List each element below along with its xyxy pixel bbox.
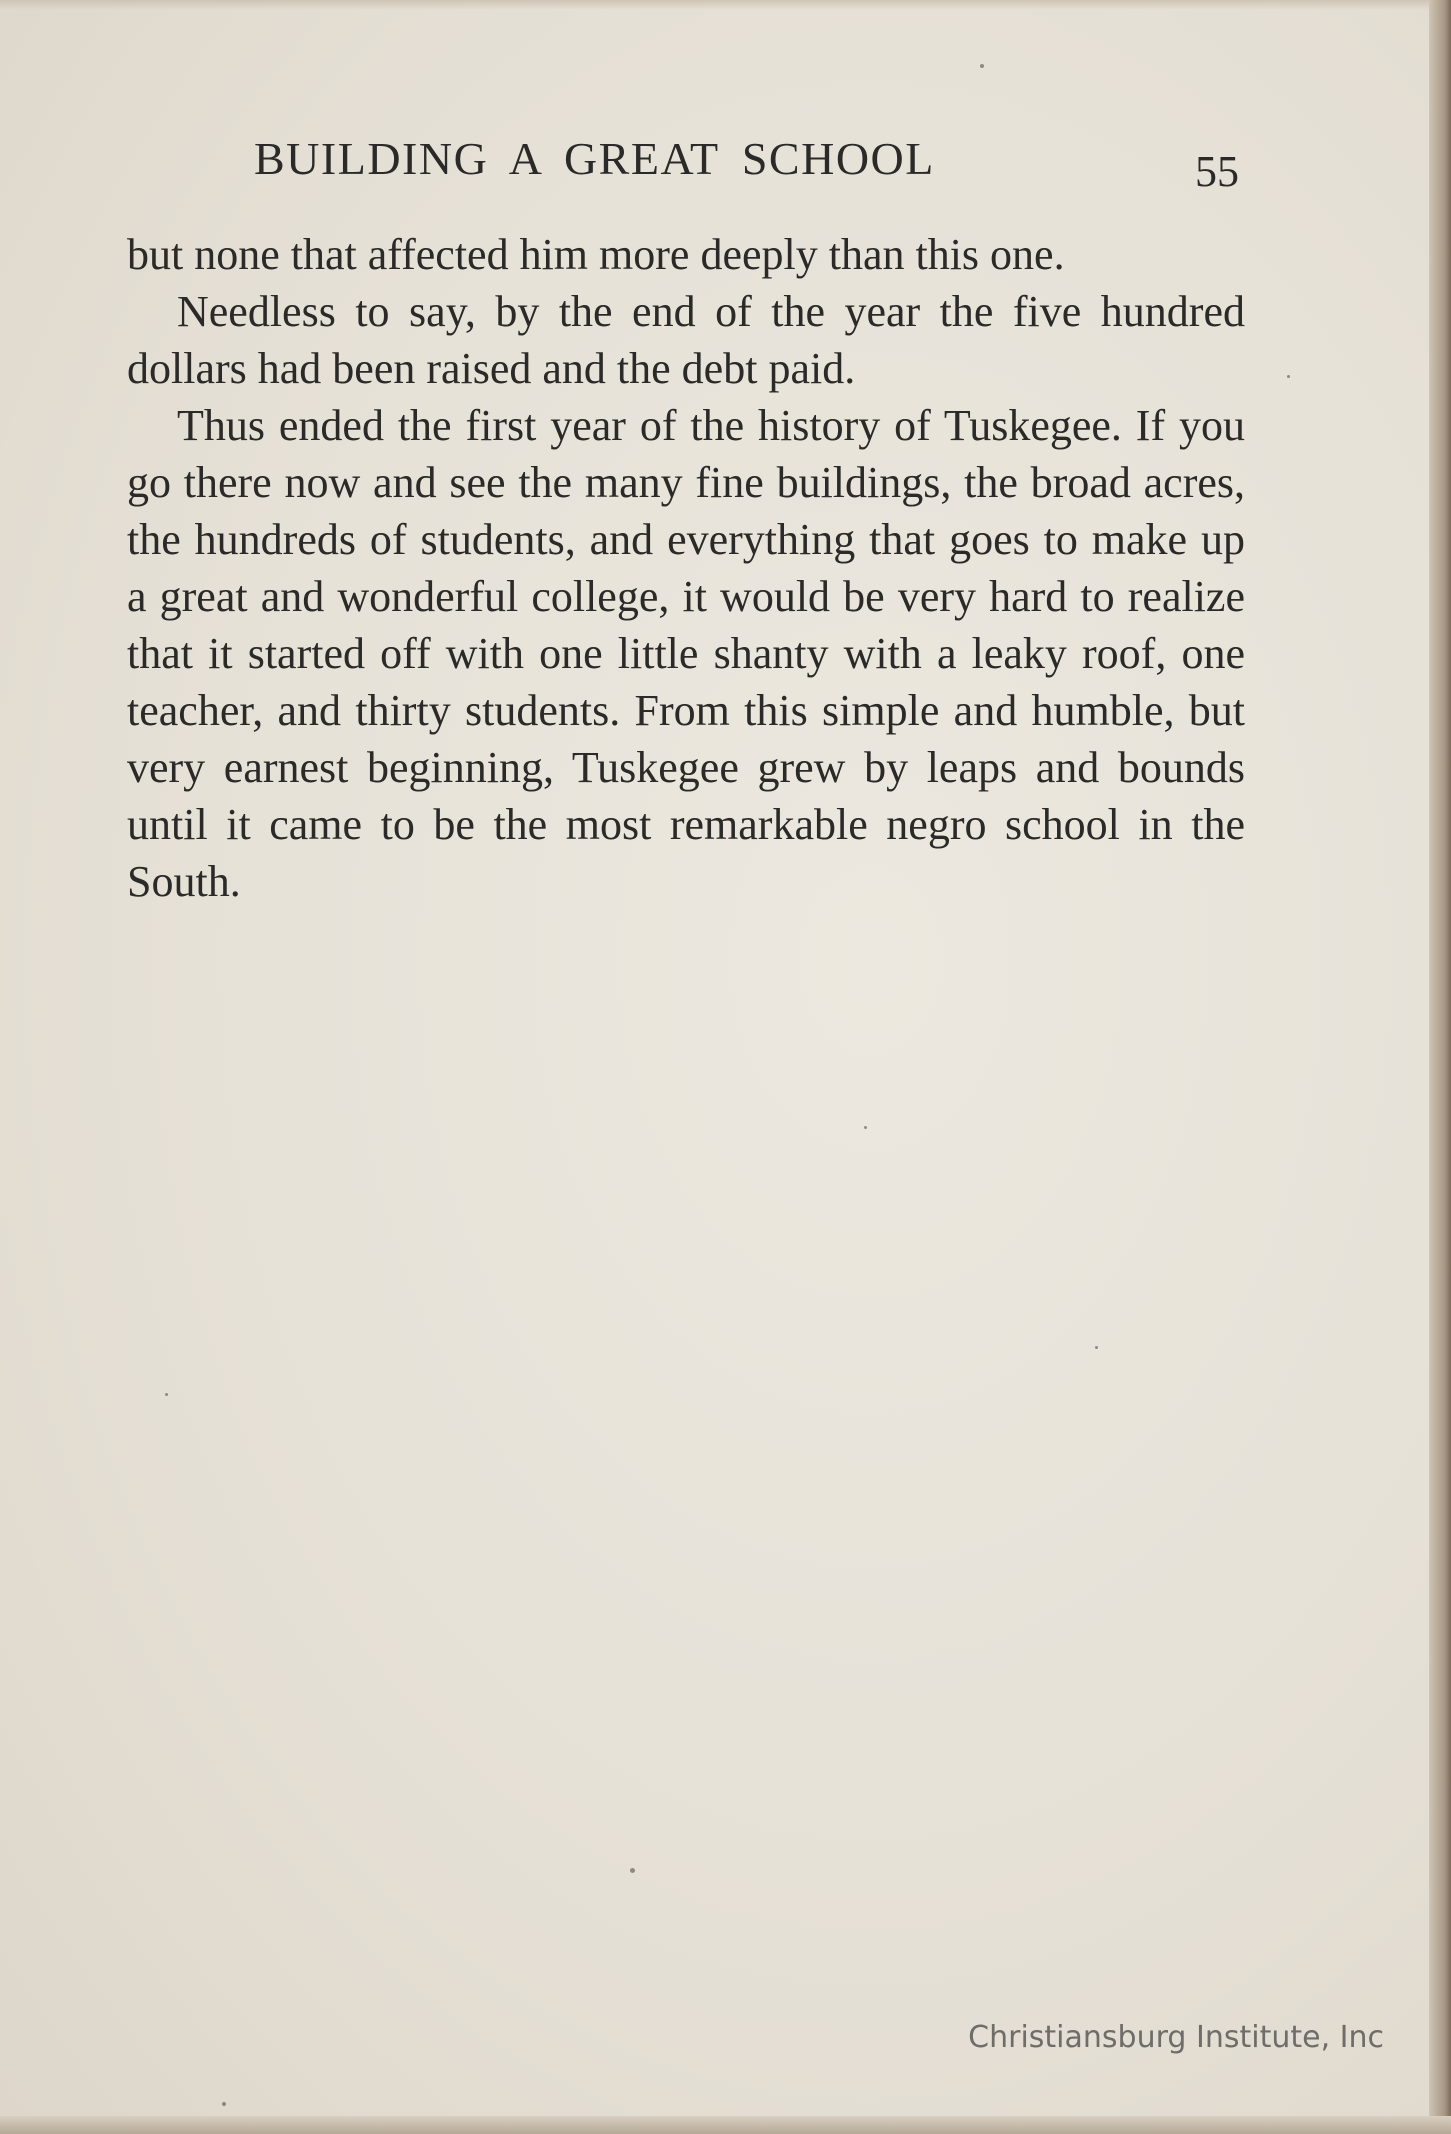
paragraph-continuation: but none that affected him more deeply than this one.	[127, 230, 1065, 279]
page-bottom-edge	[0, 2116, 1451, 2134]
running-head	[127, 132, 1239, 196]
page-top-edge	[0, 0, 1451, 10]
page-right-edge	[1429, 0, 1451, 2134]
paper-speck	[864, 1126, 867, 1129]
body-text	[127, 226, 1245, 910]
page-number: 55	[1195, 147, 1239, 196]
paper-speck	[1287, 375, 1290, 378]
paragraph: Thus ended the first year of the history of Tuskegee. If you go there now and see the many fine buildings, the broad acres, the hundreds of students, and everything that goes to make up a great and wonderful college, it would be very hard to realize that it started off with one little shanty with a leaky roof, one teacher, and thirty students. From this simple and humble, but very earnest beginning, Tuskegee grew by leaps and bounds until it came to be the most remarkable negro school in the South.	[127, 401, 1245, 906]
paper-speck	[980, 64, 984, 68]
paper-speck	[630, 1868, 635, 1873]
paper-speck	[1095, 1346, 1098, 1349]
paper-speck	[165, 1393, 168, 1396]
paper-speck	[222, 2102, 226, 2106]
running-head-title: BUILDING A GREAT SCHOOL	[254, 133, 935, 184]
paragraph: Needless to say, by the end of the year the five hundred dollars had been raised and the debt paid.	[127, 287, 1245, 393]
watermark: Christiansburg Institute, Inc	[968, 2020, 1384, 2055]
